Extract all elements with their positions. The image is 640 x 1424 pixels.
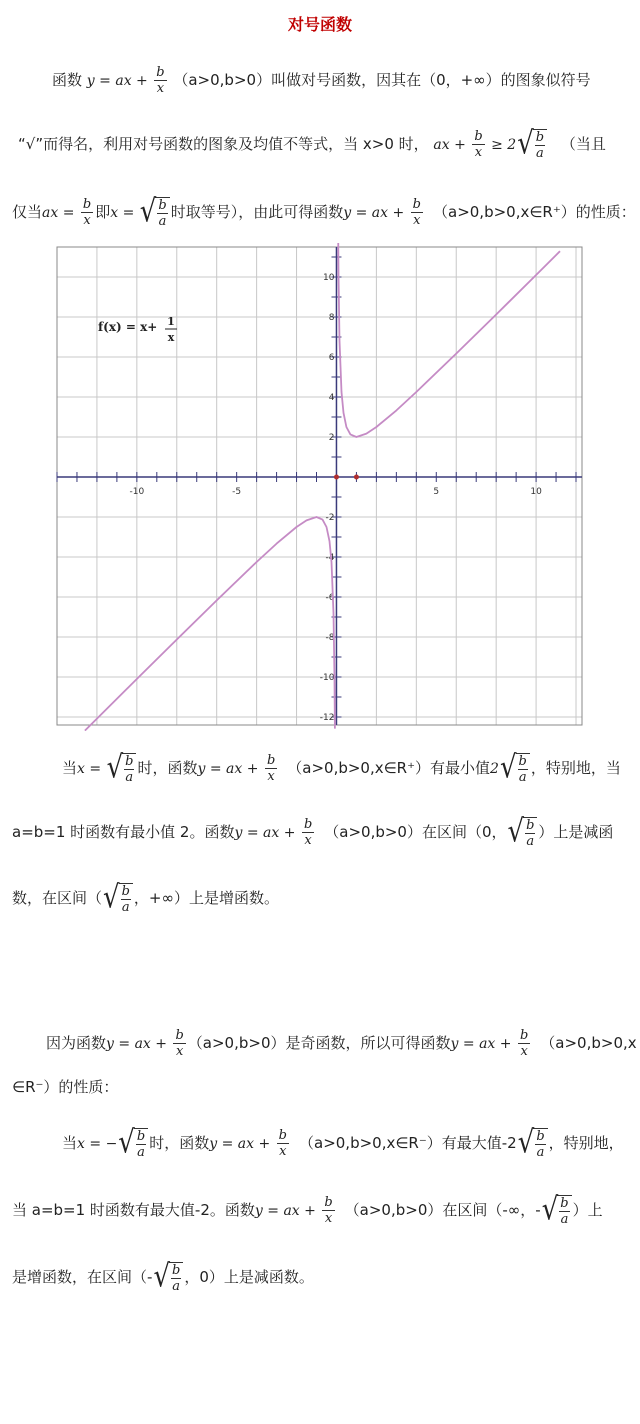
- text-span: 时取等号），由此可得函数: [170, 203, 344, 221]
- sqrt: √ $\frac{b}{a}$: [103, 883, 133, 915]
- text-span: ）上是减函: [538, 823, 614, 841]
- math-formula: ≥ 2: [486, 137, 517, 153]
- para1-line3: [0, 182, 640, 242]
- y-tick-label: -6: [325, 593, 335, 603]
- text-span: （a>0,b>0,x∈R⁺）有最小值: [287, 759, 491, 777]
- para1-line2: [0, 114, 640, 174]
- y-tick-label: 6: [328, 353, 335, 363]
- fraction: $\frac{b}{x}$: [474, 129, 483, 160]
- y-tick-label: -10: [319, 673, 335, 683]
- legend-numerator: 1: [167, 315, 175, 328]
- y-tick-label: -12: [319, 713, 335, 723]
- math-formula: -2: [501, 1134, 517, 1152]
- sqrt: √ $\frac{b}{a}$: [153, 1262, 183, 1294]
- sqrt: √ $\frac{b}{a}$: [500, 753, 530, 785]
- text-span: ，特别地，: [548, 1134, 624, 1152]
- text-span: ，特别地，当: [530, 759, 621, 777]
- legend-denominator: x: [167, 331, 175, 344]
- para3-line2: [0, 1057, 640, 1117]
- para3-line3: [0, 1113, 640, 1173]
- sqrt: √ $\frac{b}{a}$: [517, 129, 547, 161]
- text-span: （a>0,b>0,x∈R⁺）的性质：: [433, 203, 636, 221]
- text-span: （当且: [560, 135, 606, 153]
- para3-line5: [0, 1247, 640, 1307]
- text-span: “√”而得名，利用对号函数的图象及均值不等式，当 x>0 时，: [18, 135, 429, 153]
- text-span: 时，函数: [137, 759, 198, 777]
- math-formula: 2: [490, 761, 499, 777]
- curve-branch-1: [85, 517, 335, 731]
- axes: [57, 247, 582, 725]
- x-tick-label: 10: [530, 487, 542, 497]
- grid: [57, 247, 582, 725]
- sqrt: √ $\frac{b}{a}$: [542, 1195, 572, 1227]
- legend-label: f(x) = x+: [98, 320, 158, 334]
- text-span: 当: [62, 759, 78, 777]
- fraction: $\frac{b}{x}$: [519, 1028, 529, 1059]
- math-formula: y = ax +: [254, 1203, 321, 1219]
- legend: [98, 315, 177, 344]
- y-tick-label: 10: [323, 273, 335, 283]
- text-span: a=b=1 时函数有最小值 2。函数: [12, 823, 235, 841]
- math-formula: x =: [110, 205, 139, 221]
- fraction: $\frac{b}{x}$: [278, 1128, 287, 1159]
- text-span: 函数: [52, 71, 83, 89]
- text-span: ，+∞）上是增函数。: [133, 889, 279, 907]
- sqrt: √ $\frac{b}{a}$: [518, 1128, 548, 1160]
- text-span: 当 a=b=1 时函数有最大值-2。函数: [12, 1201, 255, 1219]
- y-tick-label: -8: [325, 633, 335, 643]
- para2-line2: [0, 802, 640, 862]
- y-tick-label: -2: [325, 513, 335, 523]
- text-span: ，0）上是减函数。: [184, 1268, 314, 1286]
- sqrt: √ $\frac{b}{a}$: [118, 1128, 148, 1160]
- text-span: 数，在区间（: [12, 889, 103, 907]
- fraction: $\frac{b}{x}$: [175, 1028, 184, 1059]
- math-formula: y = ax +: [106, 1036, 172, 1052]
- text-span: 因为函数: [46, 1034, 107, 1052]
- math-formula: y = ax +: [234, 825, 300, 841]
- plot-frame: [57, 247, 582, 725]
- y-tick-label: 4: [328, 393, 335, 403]
- text-span: -: [535, 1201, 541, 1219]
- math-formula: y = ax +: [197, 761, 263, 777]
- para1-line1: [0, 50, 640, 110]
- sqrt: √ $\frac{b}{a}$: [140, 197, 170, 229]
- math-formula: y = ax +: [209, 1136, 275, 1152]
- text-span: （a>0,b>0）叫做对号函数，因其在（0，+∞）的图象似符号: [173, 71, 591, 89]
- y-tick-label: 2: [328, 433, 335, 443]
- y-tick-label: -4: [325, 553, 335, 563]
- para2-line3: [0, 868, 640, 928]
- text-span: 即: [95, 203, 111, 221]
- math-formula: ax =: [42, 205, 79, 221]
- x-tick-label: 5: [433, 487, 440, 497]
- origin-point: [334, 475, 339, 480]
- x-tick-label: -5: [232, 487, 242, 497]
- math-formula: x =: [77, 761, 106, 777]
- text-span: -: [147, 1268, 153, 1286]
- x-tick-label: -10: [129, 487, 145, 497]
- x-axis-point: [354, 475, 359, 480]
- text-span: （a>0,b>0）是奇函数，所以可得函数: [187, 1034, 451, 1052]
- fraction: $\frac{b}{x}$: [324, 1195, 333, 1226]
- text-span: （a>0,b>0,x: [540, 1034, 637, 1052]
- text-span: （a>0,b>0,x∈R⁻）有最大值: [299, 1134, 502, 1152]
- text-span: 仅当: [12, 203, 43, 221]
- math-formula: y = ax +: [86, 73, 153, 89]
- fraction: $\frac{b}{x}$: [82, 197, 92, 228]
- curve-branch-2: [338, 243, 560, 437]
- page-title: 对号函数: [287, 15, 352, 34]
- sqrt: √ $\frac{b}{a}$: [107, 753, 137, 785]
- text-span: 时，函数: [149, 1134, 210, 1152]
- fraction: $\frac{b}{x}$: [156, 65, 165, 96]
- math-formula: x = −: [77, 1136, 118, 1152]
- fraction: $\frac{b}{x}$: [303, 817, 313, 848]
- math-formula: y = ax +: [343, 205, 409, 221]
- para2-line1: [0, 738, 640, 798]
- y-tick-label: 8: [328, 313, 335, 323]
- sqrt: √ $\frac{b}{a}$: [508, 817, 538, 849]
- text-span: （a>0,b>0）在区间（0，: [324, 823, 507, 841]
- curves: [85, 243, 560, 731]
- math-formula: y = ax +: [450, 1036, 516, 1052]
- text-span: 当: [62, 1134, 78, 1152]
- fraction: $\frac{b}{x}$: [412, 197, 421, 228]
- text-span: ）上: [572, 1201, 603, 1219]
- text-span: 是增函数，在区间（: [12, 1268, 148, 1286]
- para3-line4: [0, 1180, 640, 1240]
- text-span: ∈R⁻）的性质：: [12, 1078, 119, 1096]
- math-formula: ax +: [433, 137, 471, 153]
- function-graph: [50, 243, 590, 731]
- fraction: $\frac{b}{x}$: [266, 753, 276, 784]
- text-span: （a>0,b>0）在区间（-∞，: [344, 1201, 536, 1219]
